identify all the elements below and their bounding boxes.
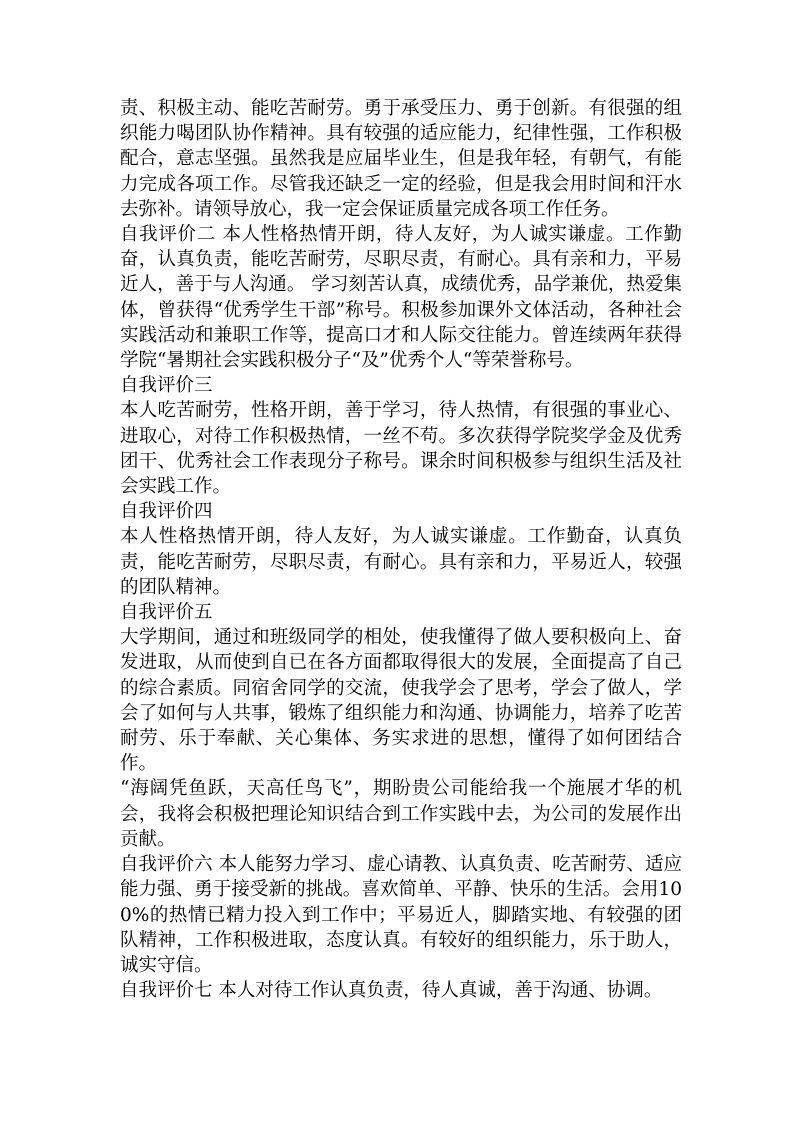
heading-evaluation-four: 自我评价四 bbox=[120, 501, 213, 523]
paragraph-evaluation-five: 大学期间，通过和班级同学的相处，使我懂得了做人要积极向上、奋发进取，从而使到自已在各方面都取得很大的发展，全面提高了自己的综合素质。同宿舍同学的交流，使我学会了思考，学会了做人，学会了如何与人共事，锻炼了组织能力和沟通、协调能力，培养了吃苦耐劳、乐于奉献、关心集体、务实求进的思想，懂得了如何团结合作。 bbox=[120, 627, 682, 775]
heading-evaluation-five: 自我评价五 bbox=[120, 602, 213, 624]
paragraph-evaluation-six: 自我评价六 本人能努力学习、虚心请教、认真负责、吃苦耐劳、适应能力强、勇于接受新的挑战。喜欢简单、平静、快乐的生活。会用100%的热情已精力投入到工作中；平易近人，脚踏实地、有较强的团队精神，工作积极进取，态度认真。有较好的组织能力，乐于助人，诚实守信。 bbox=[120, 854, 682, 976]
paragraph-evaluation-four: 本人性格热情开朗，待人友好，为人诚实谦虚。工作勤奋，认真负责，能吃苦耐劳，尽职尽责，有耐心。具有亲和力，平易近人，较强的团队精神。 bbox=[120, 526, 682, 598]
paragraph-evaluation-seven: 自我评价七 本人对待工作认真负责，待人真诚，善于沟通、协调。 bbox=[120, 980, 663, 1002]
paragraph-intro: 责、积极主动、能吃苦耐劳。勇于承受压力、勇于创新。有很强的组织能力喝团队协作精神。具有较强的适应能力，纪律性强，工作积极配合，意志坚强。虽然我是应届毕业生，但是我年轻，有朝气，有能力完成各项工作。尽管我还缺乏一定的经验，但是我会用时间和汗水去弥补。请领导放心，我一定会保证质量完成各项工作任务。 bbox=[120, 98, 682, 220]
document-body bbox=[120, 96, 682, 1003]
paragraph-evaluation-two: 自我评价二 本人性格热情开朗，待人友好，为人诚实谦虚。工作勤奋，认真负责，能吃苦耐劳，尽职尽责，有耐心。具有亲和力，平易近人，善于与人沟通。 学习刻苦认真，成绩优秀，品学兼优，热爱集体，曾获得“优秀学生干部”称号。积极参加课外文体活动，各种社会实践活动和兼职工作等，提高口才和人际交往能力。曾连续两年获得学院“暑期社会实践积极分子“及”优秀个人“等荣誉称号。 bbox=[120, 224, 682, 372]
paragraph-closing-quote: “海阔凭鱼跃，天高任鸟飞”，期盼贵公司能给我一个施展才华的机会，我将会积极把理论知识结合到工作实践中去，为公司的发展作出贡献。 bbox=[120, 778, 682, 850]
paragraph-evaluation-three: 本人吃苦耐劳，性格开朗，善于学习，待人热情，有很强的事业心、进取心，对待工作积极热情，一丝不苟。多次获得学院奖学金及优秀团干、优秀社会工作表现分子称号。课余时间积极参与组织生活及社会实践工作。 bbox=[120, 400, 682, 498]
heading-evaluation-three: 自我评价三 bbox=[120, 375, 213, 397]
